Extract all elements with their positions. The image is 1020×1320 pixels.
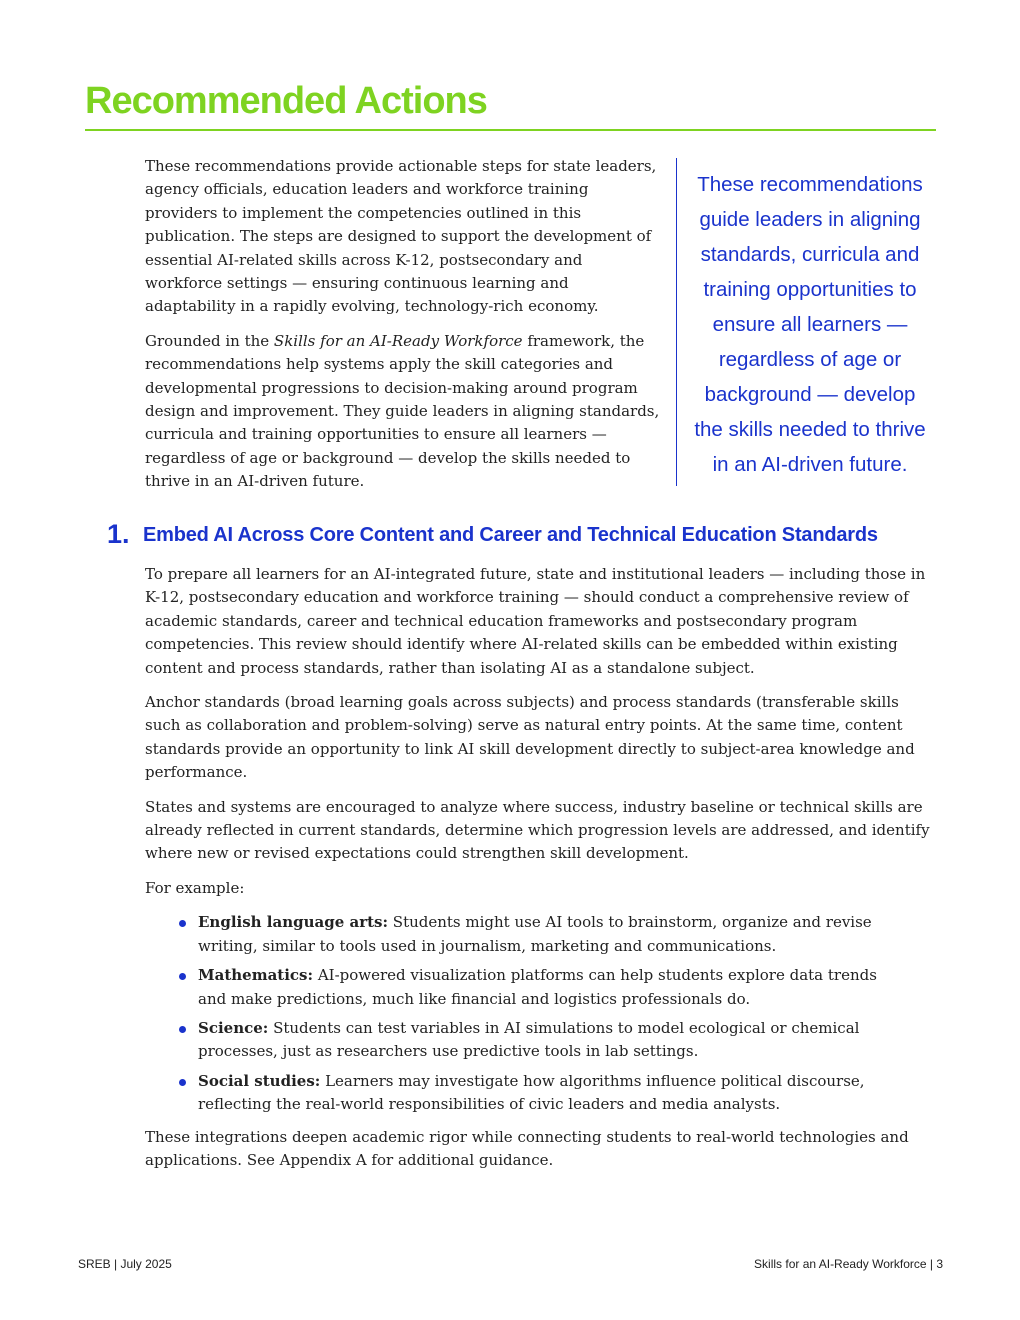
- footer-left: SREB | July 2025: [78, 1257, 172, 1271]
- list-item: [198, 964, 930, 1011]
- section-paragraph-1: To prepare all learners for an AI-integrated future, state and institutional leaders — including those in K-12, postsecondary education and workforce training — should conduct a comprehensive review of academic standards, career and technical education frameworks and postsecondary program competencies. This review should identify where AI-related skills can be embedded within existing content and process standards, rather than isolating AI as a standalone subject.: [145, 565, 926, 677]
- list-item-text: Learners may investigate how algorithms influence political discourse, reflecting the real-world responsibilities of civic leaders and media analysts.: [198, 1071, 865, 1114]
- pullquote-divider: [676, 158, 677, 486]
- section-paragraph-5: These integrations deepen academic rigor while connecting students to real-world technologies and applications. See Appendix A for additional guidance.: [145, 1127, 909, 1169]
- intro-paragraph-2: [145, 330, 660, 494]
- section-number: 1.: [107, 519, 130, 549]
- list-item-text: AI-powered visualization platforms can help students explore data trends and make predictions, much like financial and logistics professionals do.: [198, 966, 877, 1008]
- list-item-text: Students might use AI tools to brainstorm, organize and revise writing, similar to tools used in journalism, marketing and communications.: [198, 913, 872, 955]
- title-divider: [85, 129, 936, 131]
- examples-list: [145, 911, 930, 1116]
- page-title: Recommended Actions: [85, 80, 487, 122]
- section-body: [145, 563, 930, 1183]
- bullet-icon: [179, 1079, 186, 1086]
- footer-right: Skills for an AI-Ready Workforce | 3: [754, 1257, 943, 1271]
- section-title: Embed AI Across Core Content and Career and Technical Education Standards: [143, 524, 878, 546]
- bullet-icon: [179, 973, 186, 980]
- list-item-text: Students can test variables in AI simulations to model ecological or chemical processes, just as researchers use predictive tools in lab settings.: [198, 1018, 860, 1061]
- intro-paragraph-1: These recommendations provide actionable steps for state leaders, agency officials, education leaders and workforce training providers to implement the competencies outlined in this publication. The steps are designed to support the development of essential AI-related skills across K-12, postsecondary and workforce settings — ensuring continuous learning and adaptability in a rapidly evolving, technology-rich economy.: [145, 157, 657, 316]
- list-item-term: English language arts:: [198, 913, 389, 932]
- section-paragraph-4: For example:: [145, 878, 245, 897]
- pullquote: These recommendations guide leaders in aligning standards, curricula and training opportunities to ensure all learners — regardless of age or background — develop the skills needed to thrive in an AI-driven future.: [694, 173, 926, 476]
- framework-title: Skills for an AI-Ready Workforce: [273, 331, 523, 350]
- intro-section: [145, 155, 660, 505]
- list-item: [198, 1070, 930, 1117]
- bullet-icon: [179, 920, 186, 927]
- bullet-icon: [179, 1026, 186, 1033]
- section-paragraph-3: States and systems are encouraged to analyze where success, industry baseline or technical skills are already reflected in current standards, determine which progression levels are addressed, and identify where new or revised expectations could strengthen skill development.: [145, 797, 930, 863]
- intro-p2-rest: framework, the recommendations help systems apply the skill categories and developmental progressions to decision-making around program design and improvement. They guide leaders in aligning standards, curricula and training opportunities to ensure all learners — regardless of age or background — develop the skills needed to thrive in an AI-driven future.: [145, 331, 660, 491]
- intro-p2-lead: Grounded in the: [145, 331, 274, 350]
- list-item-term: Social studies:: [198, 1071, 321, 1090]
- section-paragraph-2: Anchor standards (broad learning goals across subjects) and process standards (transferable skills such as collaboration and problem-solving) serve as natural entry points. At the same time, content standards provide an opportunity to link AI skill development directly to subject-area knowledge and performance.: [145, 693, 915, 782]
- list-item: [198, 1017, 930, 1064]
- list-item-term: Mathematics:: [198, 966, 314, 985]
- list-item: [198, 911, 930, 958]
- list-item-term: Science:: [198, 1018, 269, 1037]
